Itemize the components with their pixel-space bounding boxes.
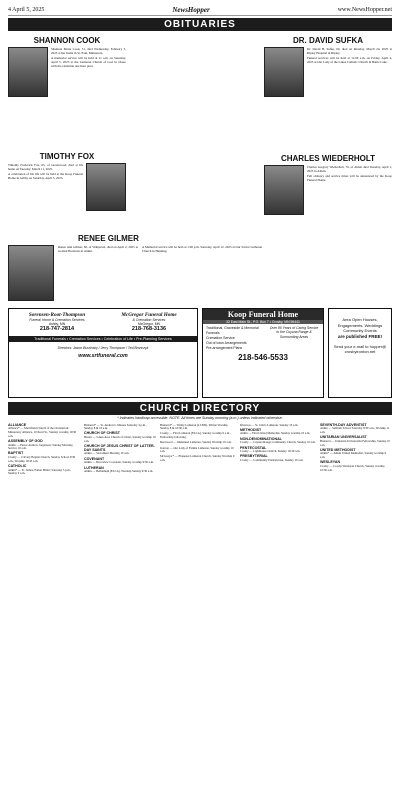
sorensen-subtitle: Funeral Home & Cremation Services [29, 318, 85, 322]
notice-line: Area Open Houses, [342, 317, 378, 322]
obit-continued-text [132, 34, 258, 38]
church-listing: Brainerd* — St. Andrew's, Masses Saturday 4 p.m., Sunday 8 & 10 a.m. [84, 422, 147, 431]
obit-body-text [8, 97, 126, 101]
church-listing: Crosby — Community Presbyterian, Sunday 10 a.m. [240, 458, 304, 463]
obit-service: Funeral services will be held at 11:00 a.m. on Friday, April 4, 2025 at Our Lady of the Lakes Catholic Church in Battle Lake. [307, 56, 392, 64]
mcgregor-name: McGregor Funeral Home [121, 312, 177, 318]
notice-line: Send your e-mail to hopper@ [333, 343, 387, 349]
obit-service: A memorial service will be held at 11 a.m. on Saturday, April 5, 2025 at the Lutheran Church of God in Osseo with the visitation one hour prior. [51, 56, 126, 68]
obit-intro: Charles Gregory Wiederholt, 76, of Alden died Tuesday, April 1, 2025 in Aitkin. [307, 165, 392, 173]
obit-column-1 [8, 34, 126, 150]
directory-note: * Indicates handicap accessible. NOTE: All times are Sunday morning (a.m.) unless indicated otherwise. [117, 416, 283, 420]
website-link[interactable]: www.NewsHopper.net [337, 6, 392, 13]
directory-column-1 [8, 422, 80, 786]
koop-address: 32 East Main St., P.O. Box 7 • Crosby, MN 56441 [203, 320, 323, 324]
denomination-heading: ASSEMBLY OF GOD [8, 438, 43, 443]
directory-column-2 [84, 422, 156, 786]
directory-column-4 [240, 422, 316, 786]
srt-website[interactable]: www.srtfuneral.com [78, 352, 128, 359]
church-directory-banner: CHURCH DIRECTORY [8, 402, 392, 415]
obit-service: Full obituary and service times will be announced by the Koop Funeral Home. [307, 174, 392, 182]
obit-photo [8, 47, 48, 97]
obit-photo [264, 47, 304, 97]
page-label: 4 April 5, 2025 [8, 6, 45, 13]
church-listing: Crosby — Lighthouse Church, Sunday 10:30 a.m. [240, 449, 301, 454]
obit-intro: Dr. David H. Sufka, 60, died on Monday, March 24, 2025 at Ripley Hospital in Ripley. [307, 47, 392, 55]
obit-middle-column [132, 34, 258, 230]
obit-service: A Memorial service will be held at 1:00 p.m. Saturday, April 12, 2025 at Our Savior Lutheran Church in Henning. [142, 245, 262, 253]
page-header [8, 4, 392, 16]
free-notice-box [328, 308, 392, 398]
church-listing: Crosby — First Lutheran (ELCA), Sunday worship 9 a.m., Fellowship following. [160, 431, 231, 440]
denomination-heading: SEVENTH-DAY ADVENTIST [320, 422, 367, 427]
koop-tagline: Over 80 Years of Caring Service to the Cuyuna Range & Surrounding Areas [269, 326, 319, 339]
church-listing: Aitkin* — St. James, Father Hiller; Saturday 5 p.m., Sunday 9 a.m. [8, 467, 72, 476]
obit-column-2 [8, 150, 126, 230]
koop-ad [202, 308, 324, 398]
church-listing: Aitkin — Sabbath School Saturday 9:30 a.m., Worship 11 a.m. [320, 426, 390, 434]
directory-column-5 [320, 422, 392, 786]
obit-photo [86, 163, 126, 211]
denomination-heading: PRESBYTERIAL [240, 454, 268, 459]
church-listing: Aitkin — First United Methodist, Sunday worship 10 a.m. [240, 431, 311, 436]
church-listing: McGregor* — Ebenezer Lutheran Church, Sunday Worship 9 a.m. [160, 454, 235, 463]
obit-name: SHANNON COOK [33, 36, 101, 45]
church-listing: Aitkin — Riverview Covenant, Sunday worship 9:30 a.m. [84, 460, 154, 465]
obit-column-3 [8, 232, 266, 304]
obit-photo [264, 165, 304, 215]
church-listing: Alliance* — Merrifield Church of the Christian & Missionary Alliance, 10 Pearl St., Sunday worship 10:30 a.m. [8, 426, 77, 438]
paper-name: NewsHopper [172, 5, 210, 14]
denomination-heading: METHODIST [240, 427, 262, 432]
church-listing: Aitkin — Sacrament Meeting 10 a.m. [84, 451, 130, 456]
mcgregor-phone[interactable]: 218-768-3136 [131, 326, 167, 333]
mcgregor-subtitle: & Cremation Services [132, 318, 166, 322]
church-listing: Brainerd* — Trinity Lutheran (LCMS), Divine Worship Sunday 8 & 10:30 a.m. [160, 422, 228, 431]
church-listing: Aitkin — Pastor Andrew Jorgenson; Sunday Morning Service 10 a.m. [8, 442, 73, 451]
church-listing: Crosby — Crosby Wesleyan Church, Sunday worship 10:30 a.m. [320, 464, 385, 472]
koop-service-item: Out of town Arrangements [206, 341, 247, 346]
church-listing: Riverton — St. John's Lutheran, Sunday 10 a.m. [240, 422, 299, 427]
church-listing: Crosby — Cuyuna Range Community Church, Sunday 10 a.m. [240, 440, 316, 445]
obit-column-4 [264, 34, 392, 150]
church-listing: Aitkin — Bethlehem (ELCA), Worship Sunday 9:30 a.m. [84, 469, 154, 474]
services-strip: Traditional Funerals • Cremation Services • Celebration of Life • Pre-Planning Services [9, 336, 197, 342]
denomination-heading: PENTECOSTAL [240, 445, 267, 450]
church-listing: Ironton — Our Lady of Fatima Lutheran, Sunday worship 10 a.m. [160, 445, 234, 454]
denomination-heading: COVENANT [84, 456, 105, 461]
obit-name: TIMOTHY FOX [39, 152, 95, 161]
obit-name: DR. DAVID SUFKA [292, 36, 364, 45]
koop-phone[interactable]: 218-546-5533 [238, 353, 288, 363]
obit-name: CHARLES WIEDERHOLT [280, 154, 376, 163]
obit-name: RENEE GILMER [78, 234, 139, 243]
denomination-heading: BAPTIST [8, 451, 24, 456]
sorensen-city: Ashby, MN [48, 322, 66, 327]
denomination-heading: ALLIANCE [8, 422, 27, 427]
denomination-heading: LUTHERAN [84, 465, 104, 470]
directory-column-3 [160, 422, 236, 786]
funeral-home-ad [8, 308, 198, 398]
obit-column-5 [264, 152, 392, 252]
denomination-heading: UNITARIAN UNIVERSALIST [320, 435, 367, 440]
notice-highlight: are published FREE! [337, 333, 382, 339]
denomination-heading: WESLEYAN [320, 460, 341, 465]
obit-service: A celebration of his life will be held at the Koop Funeral Home in Ashby on Saturday, April 5, 2025. [8, 172, 83, 180]
sorensen-phone[interactable]: 218-747-2814 [39, 326, 75, 333]
mcgregor-city: McGregor, MN [137, 322, 161, 327]
denomination-heading: CHURCH OF JESUS CHRIST OF LATTER-DAY SAINTS [84, 444, 155, 452]
notice-line: Community Events [343, 328, 377, 333]
koop-service-item: Cremation Service [206, 336, 235, 341]
denomination-heading: CHURCH OF CHRIST [84, 431, 120, 436]
church-listing: Deerwood — Immanuel Lutheran, Sunday Worship 10 a.m. [160, 440, 232, 445]
directors-list: Directors: Jason Burzinsky / Jerry Thompson / Ted Bronczyk [57, 346, 149, 351]
church-listing: Baxter — Lakes Area Church of Christ, Sunday worship 10 a.m. [84, 435, 156, 443]
koop-service-item: Pre-arrangement Plans [206, 346, 243, 351]
church-listing: Aitkin* — Aitkin United Methodist, Sunday worship 9 a.m. [320, 451, 387, 460]
sorensen-name: Sorensen-Root-Thompson [28, 312, 86, 318]
church-listing: Brainerd — Unitarian Universalist Fellowship, Sunday 10 a.m. [320, 438, 390, 447]
koop-title: Koop Funeral Home [203, 309, 323, 320]
notice-email[interactable]: crosbyironton.net [344, 349, 376, 354]
obit-intro: Renee Ann Gilmer, 82, of Wahpeton, died on April 2, 2025 at Golden Horizons in Aitkin. [58, 245, 138, 253]
notice-line: Engagements, Weddings [337, 322, 383, 328]
obituaries-banner: OBITUARIES [8, 18, 392, 31]
denomination-heading: NON-DENOMINATIONAL [240, 436, 282, 441]
church-listing: Crosby — Calvary Baptist Church, Sunday School 9:30 a.m., Worship 10:45 a.m. [8, 455, 76, 463]
obit-intro: Shannon Marie Cook, 51, died Wednesday, February 5, 2025 at her home in St. Paul, Minnesota. [51, 47, 126, 55]
obit-photo [8, 245, 54, 301]
denomination-heading: CATHOLIC [8, 464, 27, 469]
koop-service-item: Traditional, Graveside & Memorial Funerals [206, 326, 259, 336]
obit-intro: Timothy Frederick Fox, 65, of Greenwood, died at his home on Tuesday, March 11, 2025. [8, 163, 83, 171]
denomination-heading: UNITED METHODIST [320, 447, 356, 452]
